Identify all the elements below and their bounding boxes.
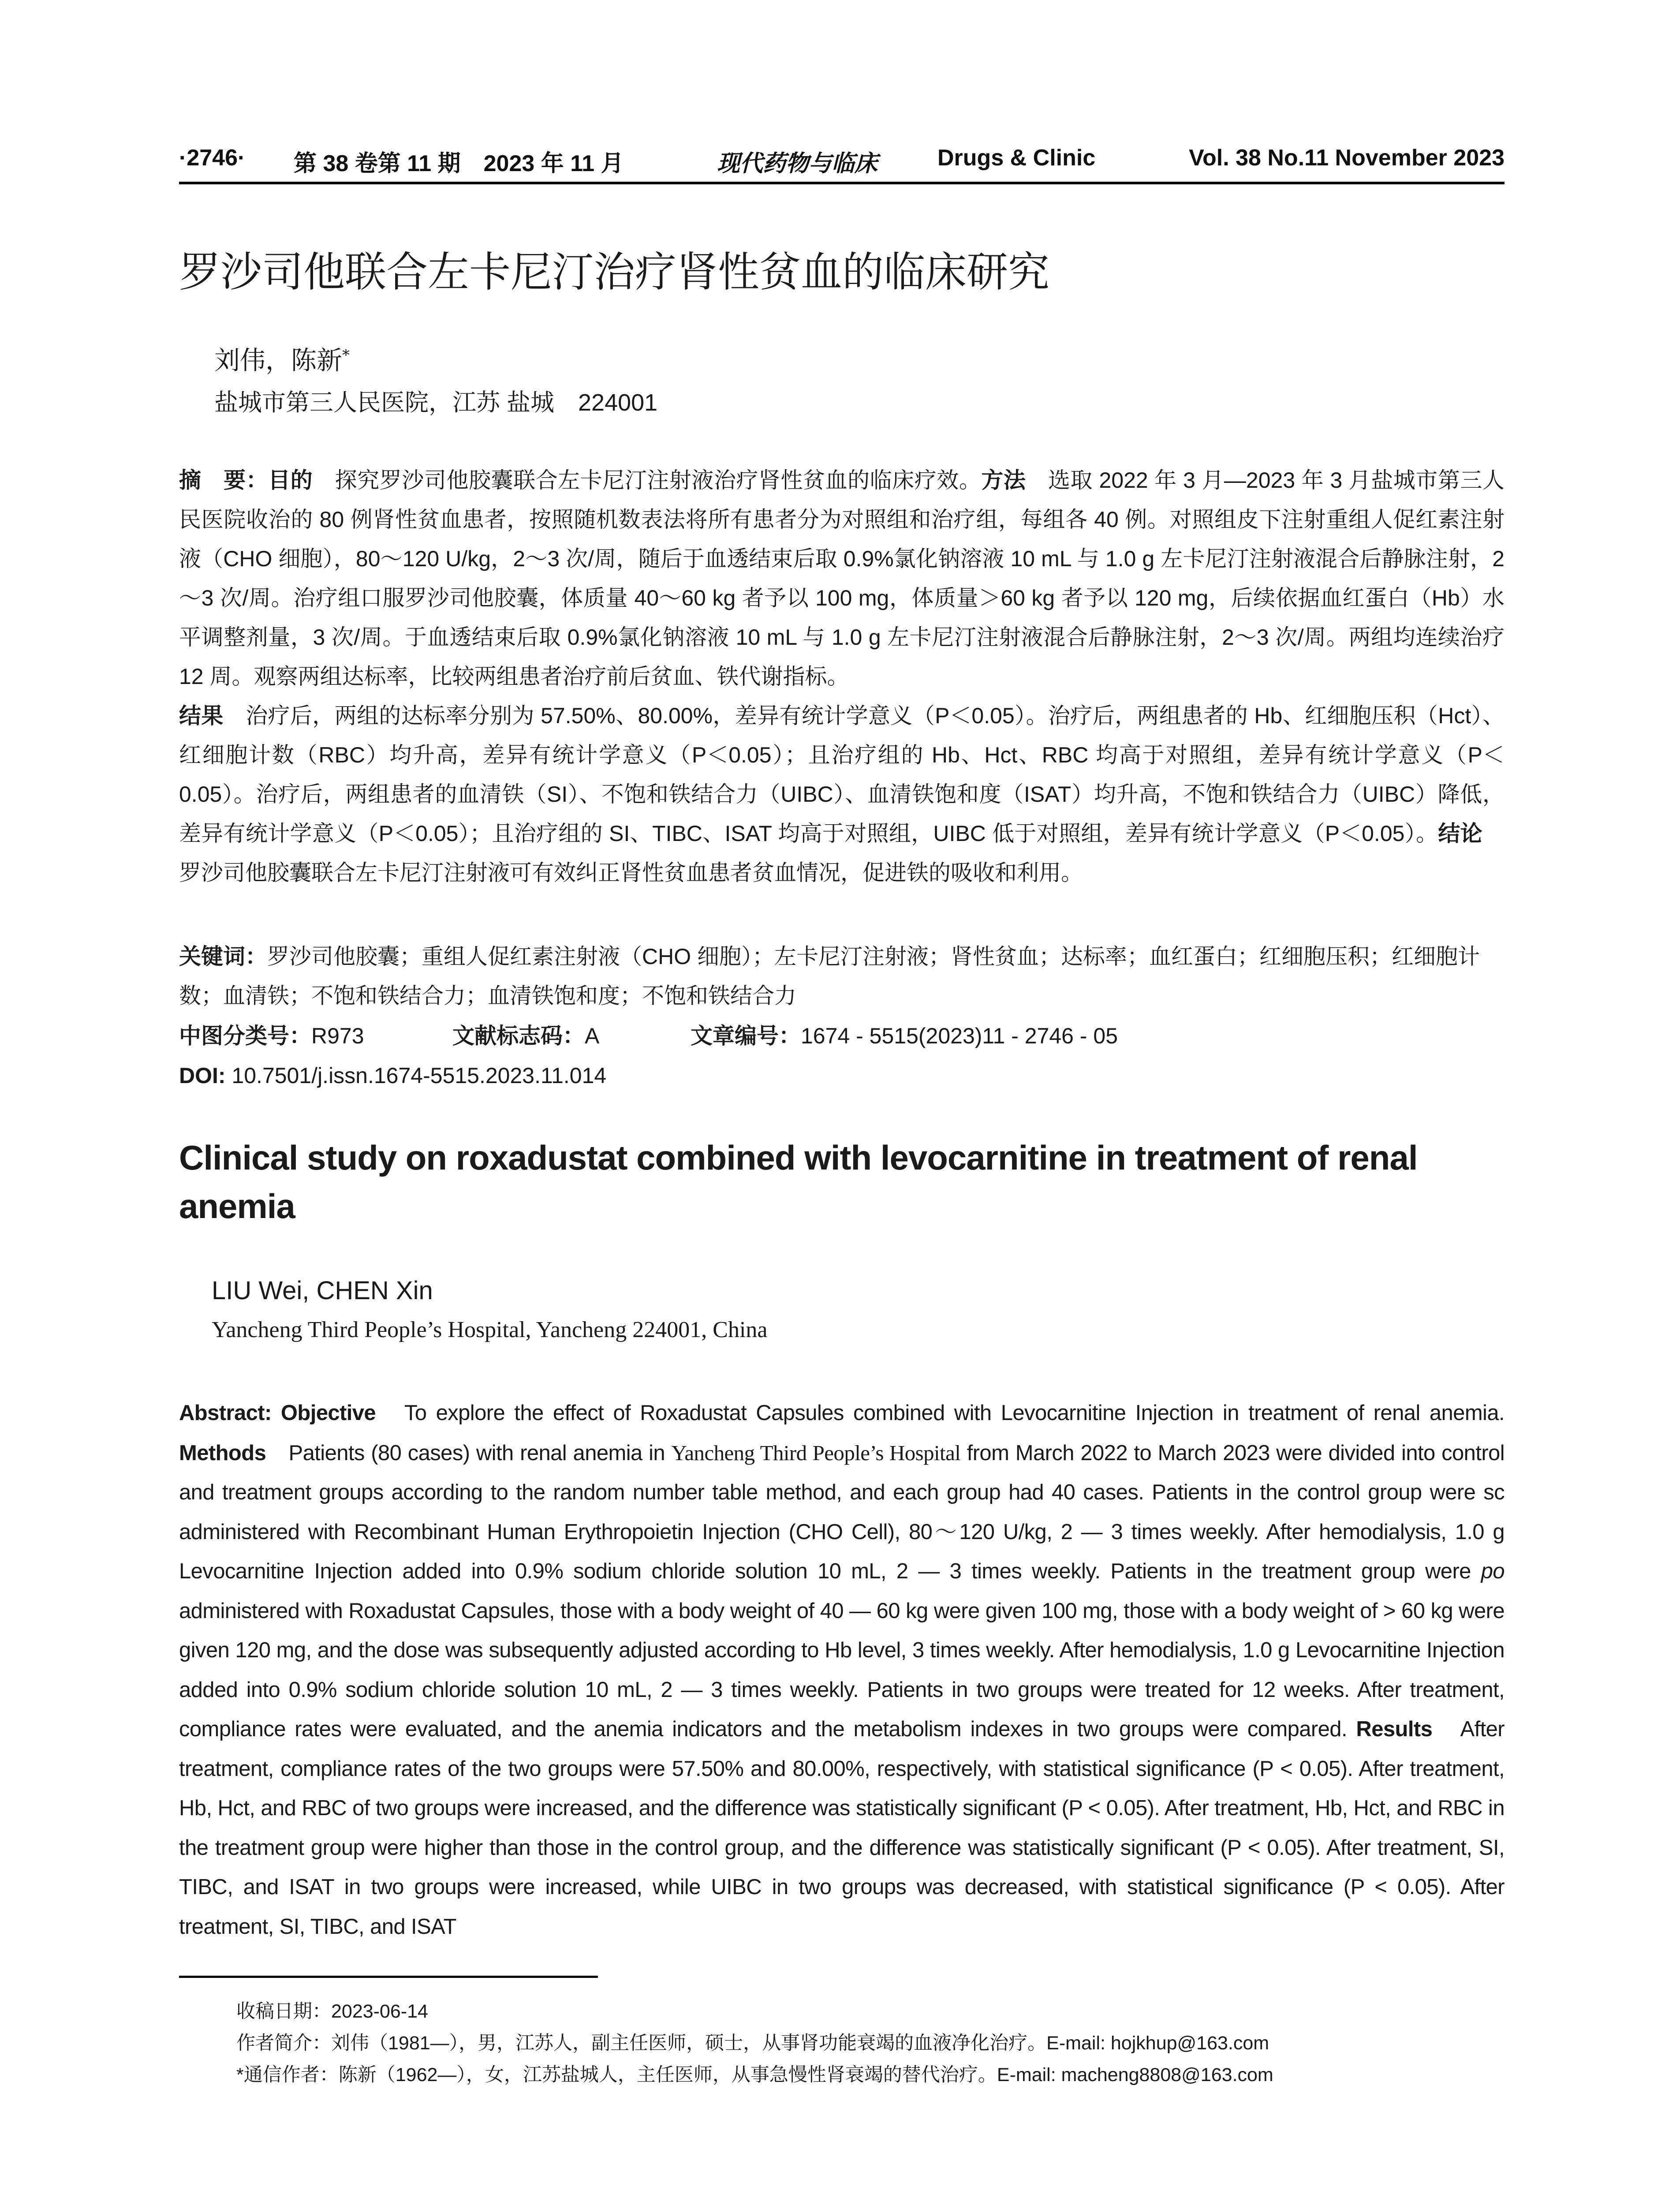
corresponding-author: *通信作者：陈新（1962—），女，江苏盐城人，主任医师，从事急慢性肾衰竭的替代治疗。E-mail: macheng8808@163.com [236,2064,1273,2085]
clc-label: 中图分类号： [179,1024,311,1048]
doi-link[interactable]: 10.7501/j.issn.1674-5515.2023.11.014 [225,1063,607,1088]
methods-label-cn: 方法 [981,468,1026,493]
methods-text-en-b: from March 2022 to March 2023 were divided into control and treatment groups according to the random number table method, and each group had 40 cases. Patients in the control group were sc administered with Recombinant Human Erythropoietin Injection (CHO Cell), 80～120 U/kg, 2 — 3 times weekly. After hemodialysis, 1.0 g Levocarnitine Injection added into 0.9% sodium chloride solution 10 mL, 2 — 3 times weekly. Patients in the treatment group were [179,1441,1505,1583]
objective-label-en: Objective [280,1401,376,1425]
title-en: Clinical study on roxadustat combined with levocarnitine in treatment of renal anemia [179,1138,1418,1226]
results-text-en: After treatment, compliance rates of the two groups were 57.50% and 80.00%, respectively, with statistical significance (P < 0.05). After treatment, Hb, Hct, and RBC of two groups were increased, and the difference was statistically significant (P < 0.05). After treatment, Hb, Hct, and RBC in the treatment group were higher than those in the control group, and the difference was statistically significant (P < 0.05). After treatment, SI, TIBC, and ISAT in two groups were increased, while UIBC in two groups was decreased, with statistical significance (P < 0.05). After treatment, SI, TIBC, and ISAT [179,1717,1505,1939]
conclusion-label-cn: 结论 [1438,821,1482,846]
doc-code-label: 文献标志码： [452,1024,585,1048]
affiliation-cn: 盐城市第三人民医院，江苏 盐城 224001 [214,389,658,416]
affiliation-en: Yancheng Third People’s Hospital, Yancheng 224001, China [212,1317,768,1342]
corresponding-mark: * [342,346,350,364]
received-date: 收稿日期：2023-06-14 [236,2001,428,2022]
article-no-label: 文章编号： [691,1024,801,1048]
objective-text-cn: 探究罗沙司他胶囊联合左卡尼汀注射液治疗肾性贫血的临床疗效。 [313,468,982,493]
title-cn: 罗沙司他联合左卡尼汀治疗肾性贫血的临床研究 [179,249,1050,295]
objective-text-en: To explore the effect of Roxadustat Capsules combined with Levocarnitine Injection in treatment of renal anemia. [376,1401,1505,1425]
doc-code-value: A [585,1024,600,1048]
footnotes [236,1996,1502,2091]
abstract-en-label: Abstract: [179,1401,281,1425]
authors-cn [214,340,350,377]
methods-route-po: po [1481,1559,1505,1583]
journal-name-cn: 现代药物与临床 [717,151,878,176]
results-label-en: Results [1356,1717,1433,1741]
issue-info-cn: 第 38 卷第 11 期 2023 年 11 月 [294,151,624,176]
classification-line [179,1017,1505,1056]
conclusion-text-cn: 罗沙司他胶囊联合左卡尼汀注射液可有效纠正肾性贫血患者贫血情况，促进铁的吸收和利用。 [179,821,1505,885]
methods-label-en: Methods [179,1441,266,1465]
running-header [179,141,1505,184]
keywords-label-cn: 关键词： [179,944,267,969]
volume-info-en: Vol. 38 No.11 November 2023 [1189,145,1505,171]
clc-field [179,1017,452,1056]
article-no-field [691,1017,1118,1056]
clc-value: R973 [311,1024,364,1048]
footnote-divider [179,1976,598,1978]
journal-name-en: Drugs & Clinic [937,145,1096,171]
keywords-text-cn: 罗沙司他胶囊；重组人促红素注射液（CHO 细胞）；左卡尼汀注射液；肾性贫血；达标率；血红蛋白；红细胞压积；红细胞计数；血清铁；不饱和铁结合力；血清铁饱和度；不饱和铁结合力 [179,944,1480,1008]
results-label-cn: 结果 [179,703,224,728]
abstract-cn [179,461,1505,893]
authors-cn-names: 刘伟，陈新 [214,345,343,375]
abstract-cn-label: 摘 要： [179,468,269,493]
page-number: ·2746· [179,145,246,171]
methods-text-en-a: Patients (80 cases) with renal anemia in [266,1441,672,1465]
doi-line [179,1056,1505,1095]
methods-hospital-en: Yancheng Third People’s Hospital [671,1440,961,1465]
methods-text-cn: 选取 2022 年 3 月—2023 年 3 月盐城市第三人民医院收治的 80 例肾性贫血患者，按照随机数表法将所有患者分为对照组和治疗组，每组各 40 例。对照组皮下注射重组人促红素注射液（CHO 细胞），80～120 U/kg，2～3 次/周，随后于血透结束后取 0.9%氯化钠溶液 10 mL 与 1.0 g 左卡尼汀注射液混合后静脉注射，2～3 次/周。治疗组口服罗沙司他胶囊，体质量 40～60 kg 者予以 100 mg，体质量＞60 kg 者予以 120 mg，后续依据血红蛋白（Hb）水平调整剂量，3 次/周。于血透结束后取 0.9%氯化钠溶液 10 mL 与 1.0 g 左卡尼汀注射液混合后静脉注射，2～3 次/周。两组均连续治疗 12 周。观察两组达标率，比较两组患者治疗前后贫血、铁代谢指标。 [179,468,1505,689]
authors-en: LIU Wei, CHEN Xin [212,1276,433,1305]
doc-code-field [452,1017,691,1056]
author-bio: 作者简介：刘伟（1981—），男，江苏人，副主任医师，硕士，从事肾功能衰竭的血液净化治疗。E-mail: hojkhup@163.com [236,2033,1269,2054]
keywords-cn [179,937,1505,1016]
results-text-cn: 治疗后，两组的达标率分别为 57.50%、80.00%，差异有统计学意义（P＜0.05）。治疗后，两组患者的 Hb、红细胞压积（Hct）、红细胞计数（RBC）均升高，差异有统计学意义（P＜0.05）；且治疗组的 Hb、Hct、RBC 均高于对照组，差异有统计学意义（P＜0.05）。治疗后，两组患者的血清铁（SI）、不饱和铁结合力（UIBC）、血清铁饱和度（ISAT）均升高，不饱和铁结合力（UIBC）降低，差异有统计学意义（P＜0.05）；且治疗组的 SI、TIBC、ISAT 均高于对照组，UIBC 低于对照组，差异有统计学意义（P＜0.05）。 [179,703,1505,846]
abstract-en [179,1394,1505,1947]
objective-label-cn: 目的 [268,468,313,493]
methods-text-en-c: administered with Roxadustat Capsules, those with a body weight of 40 — 60 kg were given 100 mg, those with a body weight of > 60 kg were given 120 mg, and the dose was subsequently adjusted according to Hb level, 3 times weekly. After hemodialysis, 1.0 g Levocarnitine Injection added into 0.9% sodium chloride solution 10 mL, 2 — 3 times weekly. Patients in two groups were treated for 12 weeks. After treatment, compliance rates were evaluated, and the anemia indicators and the metabolism indexes in two groups were compared. [179,1599,1505,1741]
article-no-value: 1674 - 5515(2023)11 - 2746 - 05 [801,1024,1118,1048]
doi-label: DOI: [179,1063,226,1088]
